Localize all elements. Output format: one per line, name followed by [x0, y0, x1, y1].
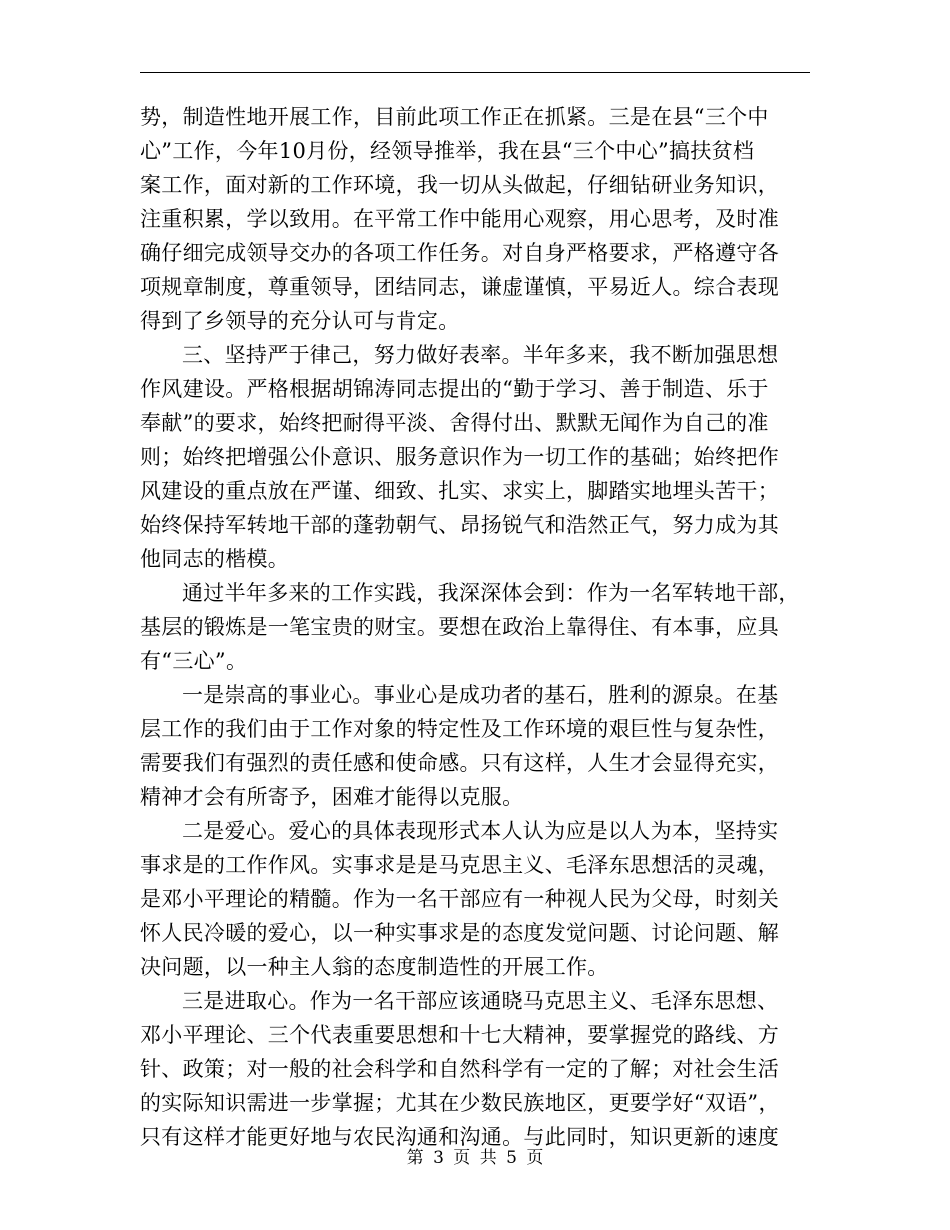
text-line: 心”工作，今年10月份，经领导推举，我在县“三个中心”搞扶贫档	[140, 139, 755, 163]
text-line: 风建设的重点放在严谨、细致、扎实、求实上，脚踏实地埋头苦干；	[140, 479, 779, 503]
text-line: 是邓小平理论的精髓。作为一名干部应有一种视人民为父母，时刻关	[140, 887, 779, 911]
text-line: 的实际知识需进一步掌握；尤其在少数民族地区，更要学好“双语”，	[140, 1091, 780, 1115]
text-line: 通过半年多来的工作实践，我深深体会到：作为一名军转地干部，	[182, 581, 800, 605]
text-line: 奉献”的要求，始终把耐得平淡、舍得付出、默默无闻作为自己的准	[140, 411, 769, 435]
text-line: 始终保持军转地干部的蓬勃朝气、昂扬锐气和浩然正气，努力成为其	[140, 513, 779, 537]
text-line: 决问题，以一种主人翁的态度制造性的开展工作。	[140, 955, 609, 979]
text-line: 则；始终把增强公仆意识、服务意识作为一切工作的基础；始终把作	[140, 445, 779, 469]
page-number: 第 3 页 共 5 页	[406, 1148, 544, 1168]
text-line: 二是爱心。爱心的具体表现形式本人认为应是以人为本，坚持实	[182, 819, 779, 843]
text-line: 精神才会有所寄予，困难才能得以克服。	[140, 785, 524, 809]
text-line: 得到了乡领导的充分认可与肯定。	[140, 309, 460, 333]
text-line: 需要我们有强烈的责任感和使命感。只有这样，人生才会显得充实，	[140, 751, 779, 775]
text-line: 一是崇高的事业心。事业心是成功者的基石，胜利的源泉。在基	[182, 683, 779, 707]
document-body	[140, 100, 820, 1154]
text-line: 三、坚持严于律己，努力做好表率。半年多来，我不断加强思想	[182, 343, 779, 367]
text-line: 只有这样才能更好地与农民沟通和沟通。与此同时，知识更新的速度	[140, 1125, 779, 1149]
text-line: 怀人民冷暖的爱心，以一种实事求是的态度发觉问题、讨论问题、解	[140, 921, 779, 945]
text-line: 基层的锻炼是一笔宝贵的财宝。要想在政治上靠得住、有本事，应具	[140, 615, 779, 639]
text-line: 他同志的楷模。	[140, 547, 290, 571]
text-line: 项规章制度，尊重领导，团结同志，谦虚谨慎，平易近人。综合表现	[140, 275, 779, 299]
text-line: 事求是的工作作风。实事求是是马克思主义、毛泽东思想活的灵魂，	[140, 853, 779, 877]
text-line: 势，制造性地开展工作，目前此项工作正在抓紧。三是在县“三个中	[140, 105, 769, 129]
text-line: 邓小平理论、三个代表重要思想和十七大精神，要掌握党的路线、方	[140, 1023, 779, 1047]
text-line: 注重积累，学以致用。在平常工作中能用心观察，用心思考，及时准	[140, 207, 779, 231]
text-line: 层工作的我们由于工作对象的特定性及工作环境的艰巨性与复杂性，	[140, 717, 779, 741]
text-line: 有“三心”。	[140, 649, 248, 673]
text-line: 确仔细完成领导交办的各项工作任务。对自身严格要求，严格遵守各	[140, 241, 779, 265]
text-line: 三是进取心。作为一名干部应该通晓马克思主义、毛泽东思想、	[182, 989, 779, 1013]
text-line: 作风建设。严格根据胡锦涛同志提出的“勤于学习、善于制造、乐于	[140, 377, 769, 401]
header-rule	[140, 72, 810, 73]
text-line: 案工作，面对新的工作环境，我一切从头做起，仔细钻研业务知识，	[140, 173, 779, 197]
text-line: 针、政策；对一般的社会科学和自然科学有一定的了解；对社会生活	[140, 1057, 779, 1081]
